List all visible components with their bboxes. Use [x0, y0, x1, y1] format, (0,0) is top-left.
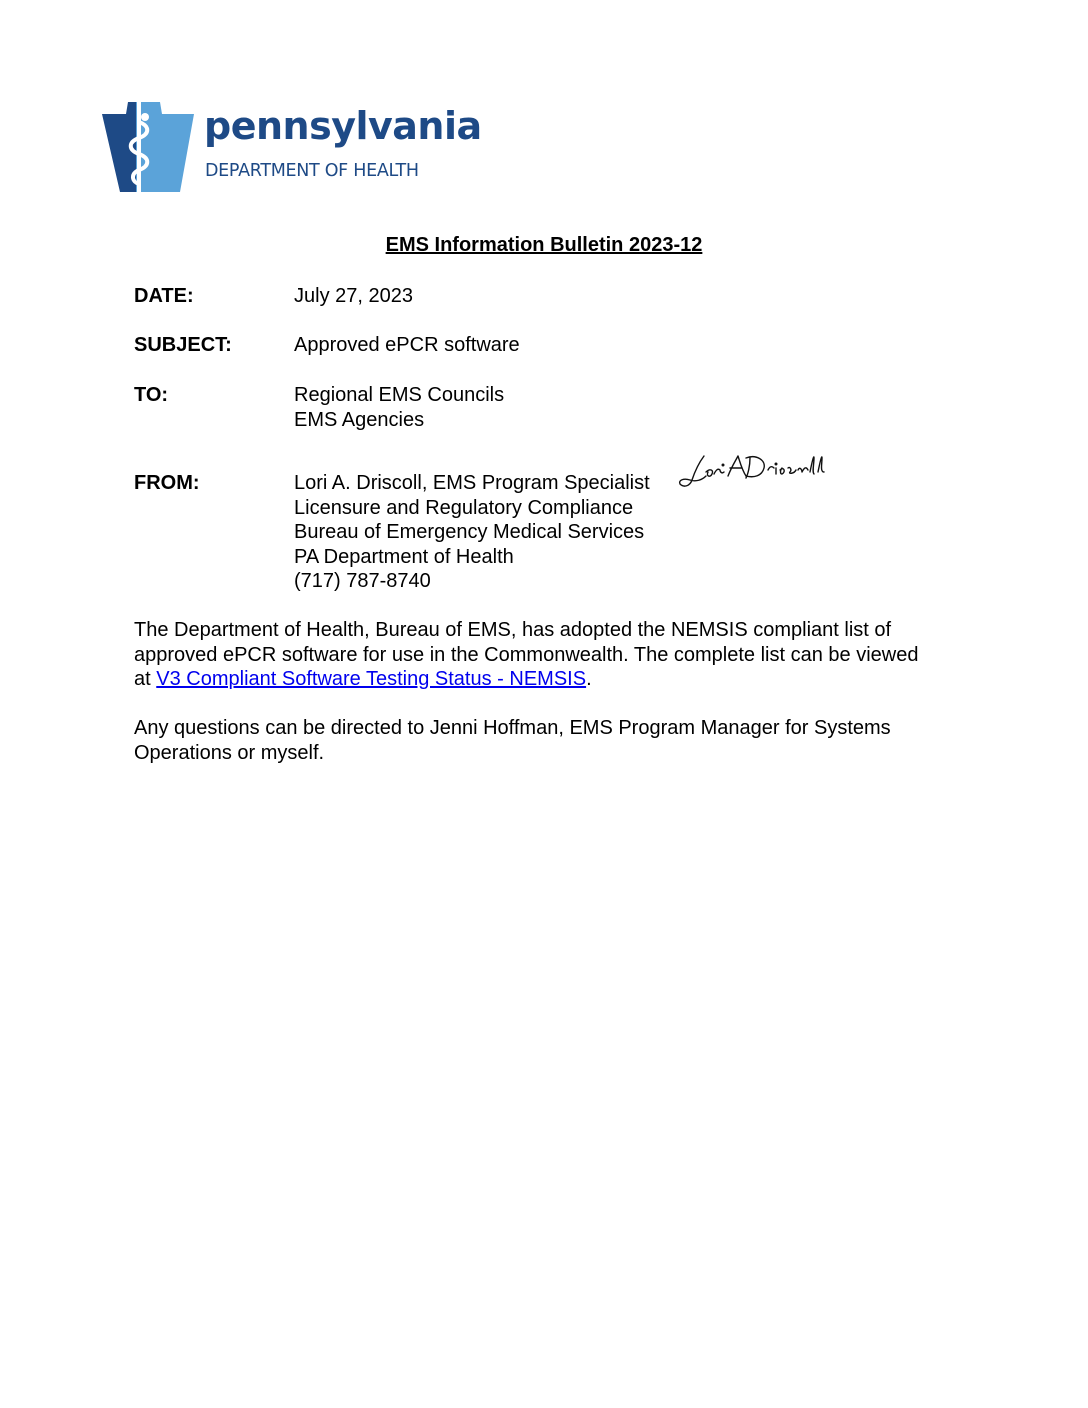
nemsis-compliance-link[interactable]: V3 Compliant Software Testing Status - NEMSIS: [156, 668, 587, 690]
link-prefix: at: [134, 668, 157, 690]
sender-line: PA Department of Health: [294, 545, 514, 568]
from-sender: [294, 471, 994, 594]
subject-label: SUBJECT:: [134, 334, 232, 356]
logo-wordmark: pennsylvania: [204, 104, 482, 148]
recipient-line: EMS Agencies: [294, 408, 425, 431]
link-suffix: .: [586, 668, 592, 690]
date-value: July 27, 2023: [294, 285, 413, 307]
logo-department: DEPARTMENT OF HEALTH: [205, 161, 419, 181]
handwritten-signature: [676, 450, 826, 496]
paragraph-line: Operations or myself.: [134, 741, 325, 764]
bulletin-title: EMS Information Bulletin 2023-12: [385, 234, 703, 256]
date-label: DATE:: [134, 285, 194, 307]
body-paragraph-2: [134, 716, 984, 765]
subject-value: Approved ePCR software: [294, 334, 520, 356]
sender-line: Lori A. Driscoll, EMS Program Specialist: [294, 472, 650, 494]
body-paragraph-1: [134, 618, 984, 692]
sender-line: Licensure and Regulatory Compliance: [294, 496, 634, 519]
paragraph-line: Any questions can be directed to Jenni Hoffman, EMS Program Manager for Systems: [134, 717, 891, 739]
pa-doh-logo: [100, 100, 480, 196]
recipient-line: Regional EMS Councils: [294, 384, 505, 406]
keystone-caduceus-icon: [100, 100, 200, 196]
paragraph-line: approved ePCR software for use in the Commonwealth. The complete list can be viewed: [134, 643, 919, 666]
to-label: TO:: [134, 384, 169, 406]
paragraph-line-with-link: [134, 667, 984, 692]
to-recipients: [294, 383, 994, 432]
from-label: FROM:: [134, 472, 200, 494]
sender-phone: (717) 787-8740: [294, 570, 431, 592]
paragraph-line: The Department of Health, Bureau of EMS, has adopted the NEMSIS compliant list of: [134, 619, 892, 641]
sender-line: Bureau of Emergency Medical Services: [294, 521, 645, 543]
